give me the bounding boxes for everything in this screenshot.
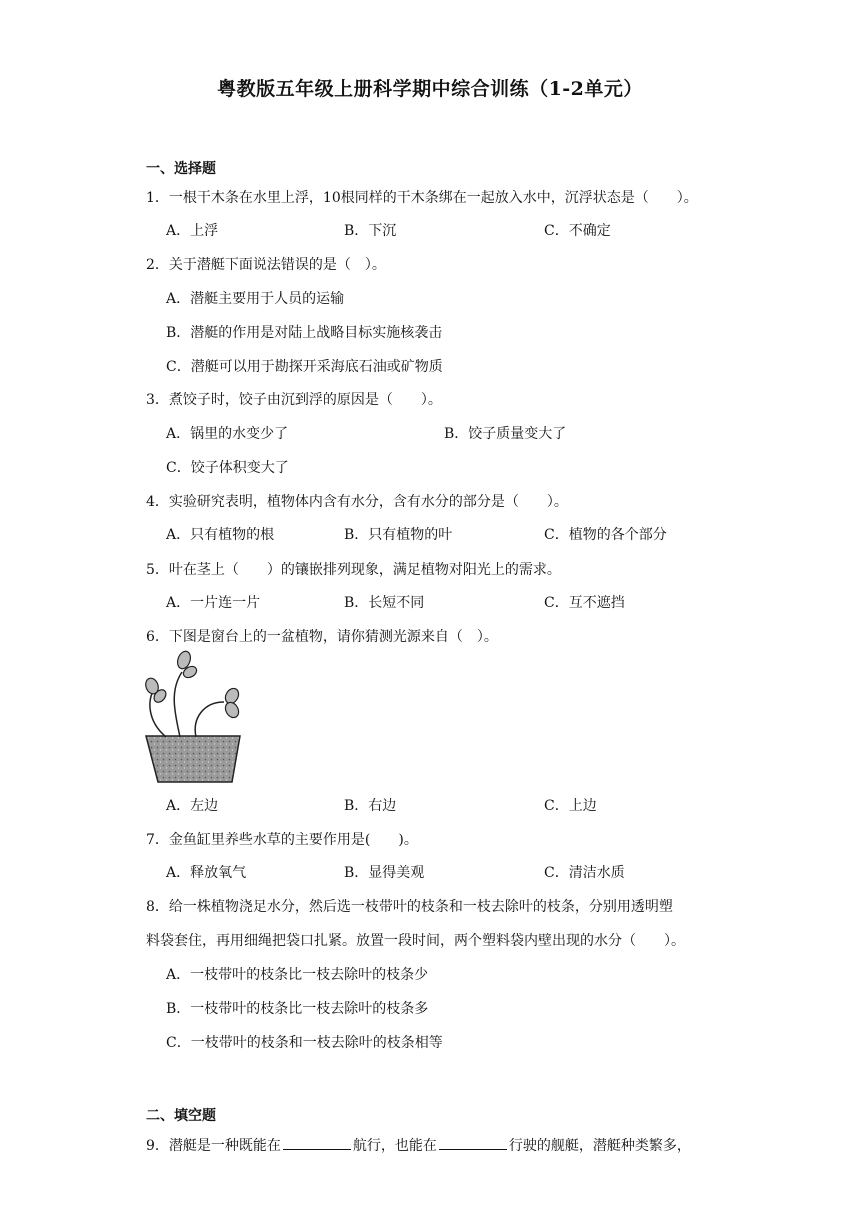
question-4-option-c: C．植物的各个部分 bbox=[544, 527, 667, 543]
question-9-text-2: 航行，也能在 bbox=[352, 1138, 437, 1154]
question-5-option-c: C．互不遮挡 bbox=[544, 595, 625, 611]
question-8-option-c: C．一枝带叶的枝条和一枝去除叶的枝条相等 bbox=[166, 1035, 443, 1051]
question-8-option-a: A．一枝带叶的枝条比一枝去除叶的枝条少 bbox=[166, 967, 429, 983]
question-4-option-a: A．只有植物的根 bbox=[166, 527, 275, 543]
question-7-option-a: A．释放氧气 bbox=[166, 865, 247, 881]
question-3-option-c: C．饺子体积变大了 bbox=[166, 460, 289, 476]
question-6-option-b: B．右边 bbox=[344, 798, 397, 814]
question-1-option-a: A．上浮 bbox=[166, 223, 219, 239]
question-6-option-a: A．左边 bbox=[166, 798, 219, 814]
question-8-stem-line1: 8．给一株植物浇足水分，然后选一枝带叶的枝条和一枝去除叶的枝条，分别用透明塑 bbox=[146, 899, 673, 915]
question-9-stem bbox=[146, 1135, 691, 1155]
question-3-option-b: B．饺子质量变大了 bbox=[444, 426, 567, 442]
potted-plant-figure bbox=[144, 650, 244, 786]
question-3-stem: 3．煮饺子时，饺子由沉到浮的原因是（ ）。 bbox=[146, 392, 442, 408]
question-9-text-3: 行驶的舰艇，潜艇种类繁多， bbox=[508, 1138, 691, 1154]
section-heading-fill: 二、填空题 bbox=[146, 1108, 216, 1124]
question-1-stem: 1．一根干木条在水里上浮，10根同样的干木条绑在一起放入水中，沉浮状态是（ ）。 bbox=[146, 190, 698, 206]
answer-blank-2[interactable] bbox=[439, 1135, 507, 1150]
page-title: 粤教版五年级上册科学期中综合训练（1-2单元） bbox=[217, 78, 643, 100]
question-6-option-c: C．上边 bbox=[544, 798, 597, 814]
question-9-text-1: 9．潜艇是一种既能在 bbox=[146, 1138, 281, 1154]
question-2-stem: 2．关于潜艇下面说法错误的是（ ）。 bbox=[146, 257, 386, 273]
question-2-option-a: A．潜艇主要用于人员的运输 bbox=[166, 291, 345, 307]
question-2-option-b: B．潜艇的作用是对陆上战略目标实施核袭击 bbox=[166, 325, 443, 341]
section-heading-choice: 一、选择题 bbox=[146, 161, 216, 177]
question-3-option-a: A．锅里的水变少了 bbox=[166, 426, 289, 442]
question-4-option-b: B．只有植物的叶 bbox=[344, 527, 453, 543]
question-7-stem: 7．金鱼缸里养些水草的主要作用是( )。 bbox=[146, 832, 418, 848]
question-5-stem: 5．叶在茎上（ ）的镶嵌排列现象，满足植物对阳光上的需求。 bbox=[146, 562, 561, 578]
answer-blank-1[interactable] bbox=[283, 1135, 351, 1150]
question-7-option-b: B．显得美观 bbox=[344, 865, 425, 881]
question-4-stem: 4．实验研究表明，植物体内含有水分，含有水分的部分是（ ）。 bbox=[146, 494, 568, 510]
question-5-option-a: A．一片连一片 bbox=[166, 595, 261, 611]
question-7-option-c: C．清洁水质 bbox=[544, 865, 625, 881]
question-2-option-c: C．潜艇可以用于勘探开采海底石油或矿物质 bbox=[166, 359, 443, 375]
question-8-stem-line2: 料袋套住，再用细绳把袋口扎紧。放置一段时间，两个塑料袋内壁出现的水分（ ）。 bbox=[146, 933, 685, 949]
question-5-option-b: B．长短不同 bbox=[344, 595, 425, 611]
question-8-option-b: B．一枝带叶的枝条比一枝去除叶的枝条多 bbox=[166, 1001, 429, 1017]
question-6-stem: 6．下图是窗台上的一盆植物，请你猜测光源来自（ ）。 bbox=[146, 629, 498, 645]
question-1-option-c: C．不确定 bbox=[544, 223, 611, 239]
question-1-option-b: B．下沉 bbox=[344, 223, 397, 239]
